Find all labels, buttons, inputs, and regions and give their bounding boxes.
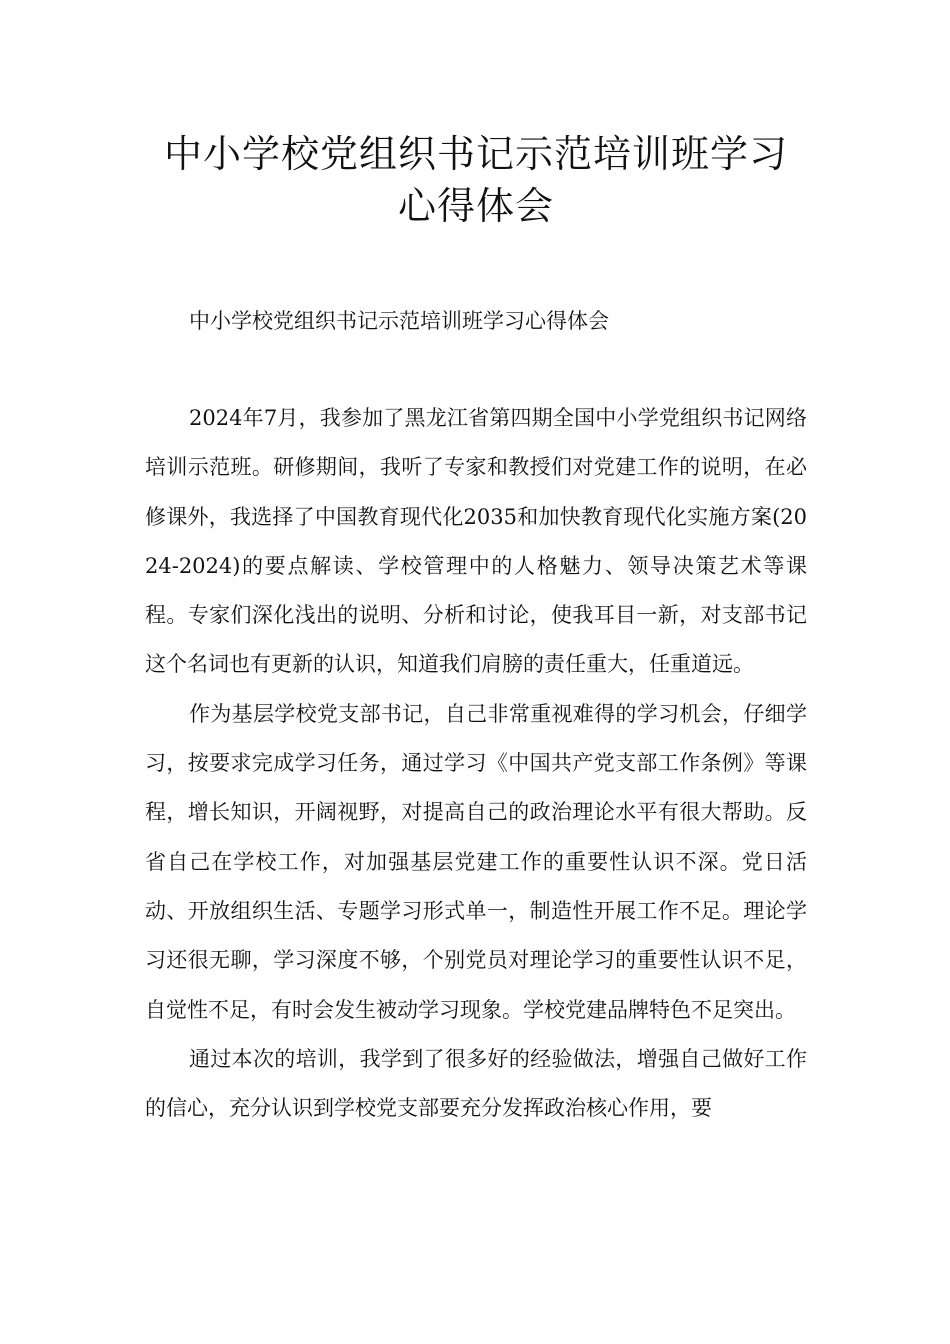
paragraph-1: 2024年7月，我参加了黑龙江省第四期全国中小学党组织书记网络培训示范班。研修期间，我听了专家和教授们对党建工作的说明，在必修课外，我选择了中国教育现代化2035和加快教育现代化实施方案(2024-2024)的要点解读、学校管理中的人格魅力、领导决策艺术等课程。专家们深化浅出的说明、分析和讨论，使我耳目一新，对支部书记这个名词也有更新的认识，知道我们肩膀的责任重大，任重道远。 [145,406,807,677]
document-body [145,394,807,1133]
document-subtitle: 中小学校党组织书记示范培训班学习心得体会 [189,309,609,333]
document-title: 中小学校党组织书记示范培训班学习心得体会 [163,132,788,228]
document-page [145,128,807,1133]
paragraph-2: 作为基层学校党支部书记，自己非常重视难得的学习机会，仔细学习，按要求完成学习任务，通过学习《中国共产党支部工作条例》等课程，增长知识，开阔视野，对提高自己的政治理论水平有很大帮助。反省自己在学校工作，对加强基层党建工作的重要性认识不深。党日活动、开放组织生活、专题学习形式单一，制造性开展工作不足。理论学习还很无聊，学习深度不够，个别党员对理论学习的重要性认识不足，自觉性不足，有时会发生被动学习现象。学校党建品牌特色不足突出。 [145,701,807,1022]
paragraph-3: 通过本次的培训，我学到了很多好的经验做法，增强自己做好工作的信心，充分认识到学校党支部要充分发挥政治核心作用，要 [145,1046,807,1121]
